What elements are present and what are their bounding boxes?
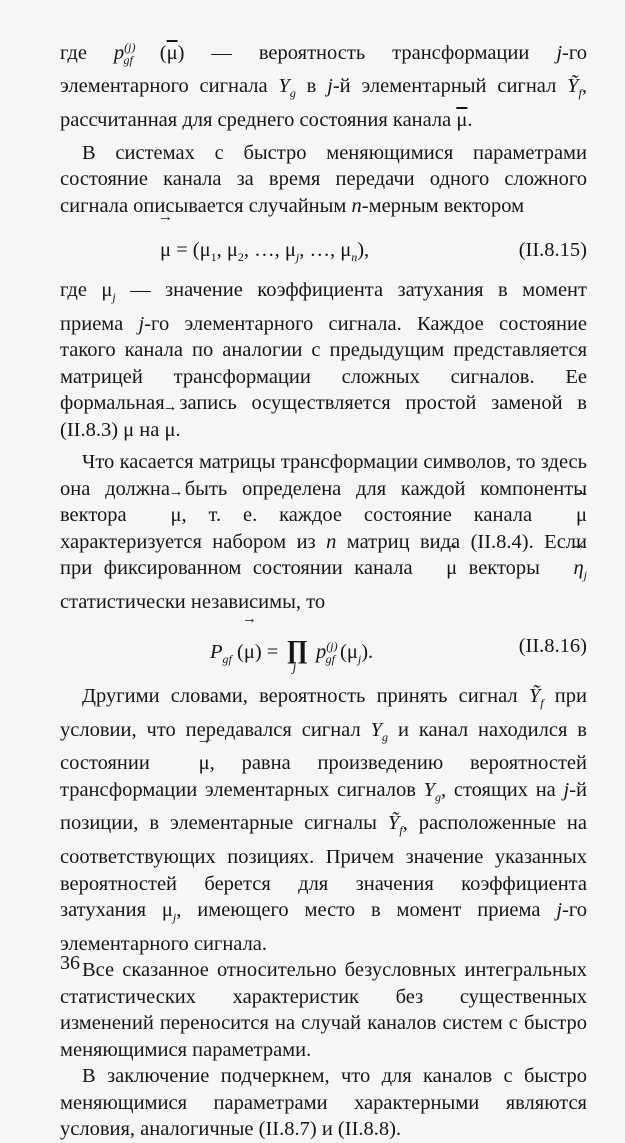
page-number: 36: [60, 952, 80, 974]
paragraph-2: В системах с быстро меняющимися параметрами состояние канала за время передачи одного сложного сигнала описывается случайным n-мерным вектором: [60, 141, 587, 217]
equation-body: $P_{gf}$ (→ μ) = ∏ j $p^{(j)}_{gf}$ $(\mu_j)$.: [210, 623, 373, 682]
paragraph-6: Все сказанное относительно безусловных интегральных статистических характеристик без существенных изменений переносится на случай каналов систем с быстро меняющимися параметрами.: [60, 959, 587, 1061]
equation-number: (II.8.16): [518, 635, 587, 658]
paragraph-7: В заключение подчеркнем, что для каналов с быстро меняющимися параметрами характерными являются условия, аналогичные (II.8.7) и (II.8.8).: [60, 1065, 587, 1141]
paragraph-1: где $p^{(j)}_{gf}$ $(\overline{\mu})$ — вероятность трансформации j-го элементарного сигнала $Y_g$ в j-й элементарный сигнал Ỹ$_f$, рассчитанная для среднего состояния канала $\overline{\mu}$.: [60, 40, 587, 132]
equation-II-8-15: [60, 227, 587, 273]
equation-number: (II.8.15): [518, 239, 587, 262]
equation-II-8-16: [60, 623, 587, 677]
paragraph-4: Что касается матрицы трансформации символов, то здесь она должна быть определена для каждой компоненты вектора → μ, т. е. каждое состояние канала → μ характеризуется набором из n матриц вида (II.8.4). Если при фиксированном состоянии канала → μ векторы → $\eta_j$ статистически независимы, то: [60, 449, 587, 615]
equation-body: → $\mu = (\mu_1$, $\mu_2$, …, $\mu_j$, …, $\mu_n$),: [160, 227, 369, 280]
paragraph-5: Другими словами, вероятность принять сигнал Ỹ$_f$ при условии, что передавался сигнал $Y_g$ и канал находился в состоянии → μ, равна произведению вероятностей трансформации элементарных сигналов $Y_g$, стоящих на j-й позиции, в элементарные сигналы Ỹ$_f$, расположенные на соответствующих позициях. Причем значение указанных вероятностей берется для значения коэффициента затухания $\mu_j$, имеющего место в момент приема j-го элементарного сигнала.: [60, 683, 587, 957]
paragraph-3: где $\mu_j$ — значение коэффициента затухания в момент приема j-го элементарного сигнала. Каждое состояние такого канала по аналогии с предыдущим представляется матрицей трансформации сложных сигналов. Ее формальная запись осуществляется простой заменой в (II.8.3) μ на → μ.: [60, 277, 587, 443]
